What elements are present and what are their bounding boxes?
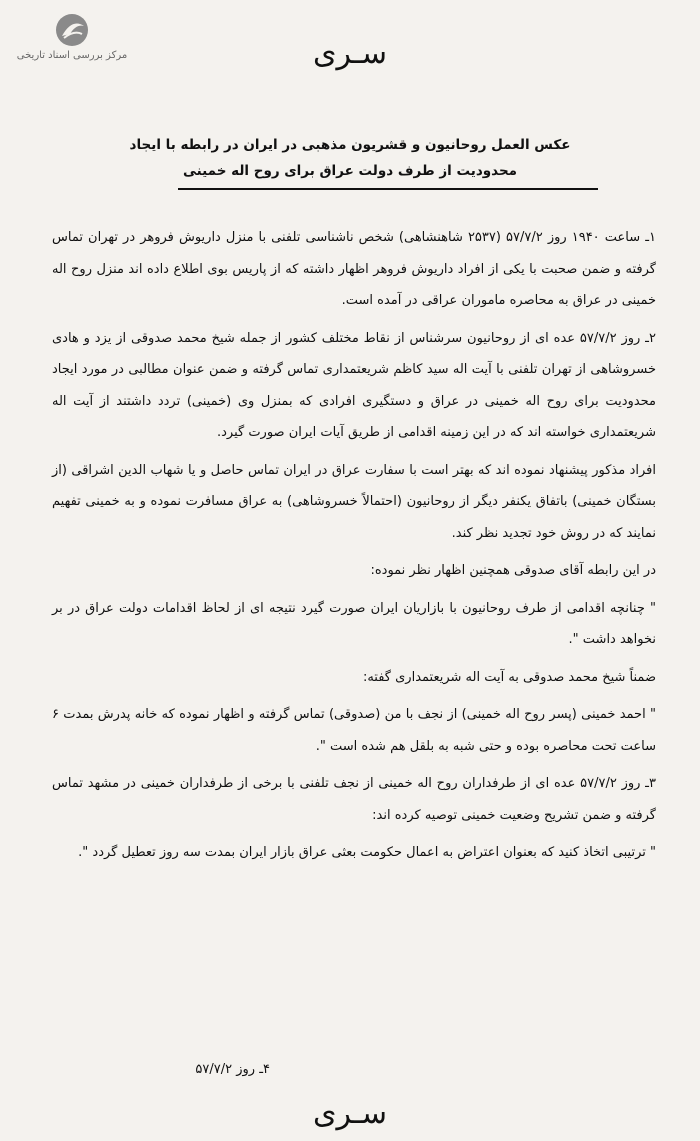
paragraph-3: افراد مذکور پیشنهاد نموده اند که بهتر است با سفارت عراق در ایران تماس حاصل و یا شهاب الدین اشراقی (از بستگان خمینی) باتفاق یکنفر دیگر از روحانیون (احتمالاً خسروشاهی) به عراق مسافرت نموده و به خمینی تفهیم نمایند که در روش خود تجدید نظر کند. xyxy=(52,462,656,541)
paragraph-6: ۳ـ روز ۵۷/۷/۲ عده ای از طرفداران روح اله خمینی از نجف تلفنی با برخی از طرفداران خمینی در مشهد تماس گرفته و ضمن تشریح وضعیت خمینی توصیه کرده اند: xyxy=(52,776,656,823)
next-item-number: ۴ـ روز ۵۷/۷/۲ xyxy=(195,1062,270,1077)
title-line-2: محدودیت از طرف دولت عراق برای روح اله خمینی xyxy=(182,163,518,179)
title-line-1: عکس العمل روحانیون و قشریون مذهبی در ایران در رابطه با ایجاد xyxy=(129,137,571,153)
paragraph-5: ضمناً شیخ محمد صدوقی به آیت اله شریعتمداری گفته: xyxy=(362,669,656,685)
classification-bottom: سـری xyxy=(313,1096,387,1131)
paragraph-2: ۲ـ روز ۵۷/۷/۲ عده ای از روحانیون سرشناس از نقاط مختلف کشور از جمله شیخ محمد صدوقی از یزد و هادی خسروشاهی از تهران تلفنی با آیت اله سید کاظم شریعتمداری تماس گرفته و ضمن عنوان مطالبی در مورد ایجاد محدودیت برای روح اله خمینی در عراق و دستگیری افرادی که بمنزل وی (خمینی) تردد داشتند از آیت اله شریعتمداری خواسته اند که در این زمینه اقدامی از طریق آیات ایران صورت گیرد. xyxy=(52,330,656,440)
quote-1: " چنانچه اقدامی از طرف روحانیون با بازاریان ایران صورت گیرد نتیجه ای از لحاظ اقدامات دولت عراق در بر نخواهد داشت ". xyxy=(52,600,656,647)
classification-top: سـری xyxy=(313,36,387,71)
quote-2: " احمد خمینی (پسر روح اله خمینی) از نجف با من (صدوقی) تماس گرفته و اظهار نموده که خانه پدرش بمدت ۶ ساعت تحت محاصره بوده و حتی شبه به بلقل هم شده است ". xyxy=(52,707,656,754)
document-body xyxy=(52,222,656,875)
paragraph-4: در این رابطه آقای صدوقی همچنین اظهار نظر نموده: xyxy=(370,563,656,578)
document-title xyxy=(110,132,590,184)
watermark-text: مرکز بررسی اسناد تاریخی xyxy=(16,50,128,61)
quote-3: " ترتیبی اتخاذ کنید که بعنوان اعتراض به اعمال حکومت بعثی عراق بازار ایران بمدت سه روز تعطیل گردد ". xyxy=(78,845,656,860)
paragraph-1: ۱ـ ساعت ۱۹۴۰ روز ۵۷/۷/۲ (۲۵۳۷ شاهنشاهی) شخص ناشناسی تلفنی با منزل داریوش فروهر در تهران تماس گرفته و ضمن صحبت با یکی از افراد داریوش فروهر اظهار داشته که از پاریس بوی اطلاع داده اند منزل روح اله خمینی در عراق به محاصره ماموران عراقی در آمده است. xyxy=(52,230,656,308)
title-underline xyxy=(178,188,598,190)
